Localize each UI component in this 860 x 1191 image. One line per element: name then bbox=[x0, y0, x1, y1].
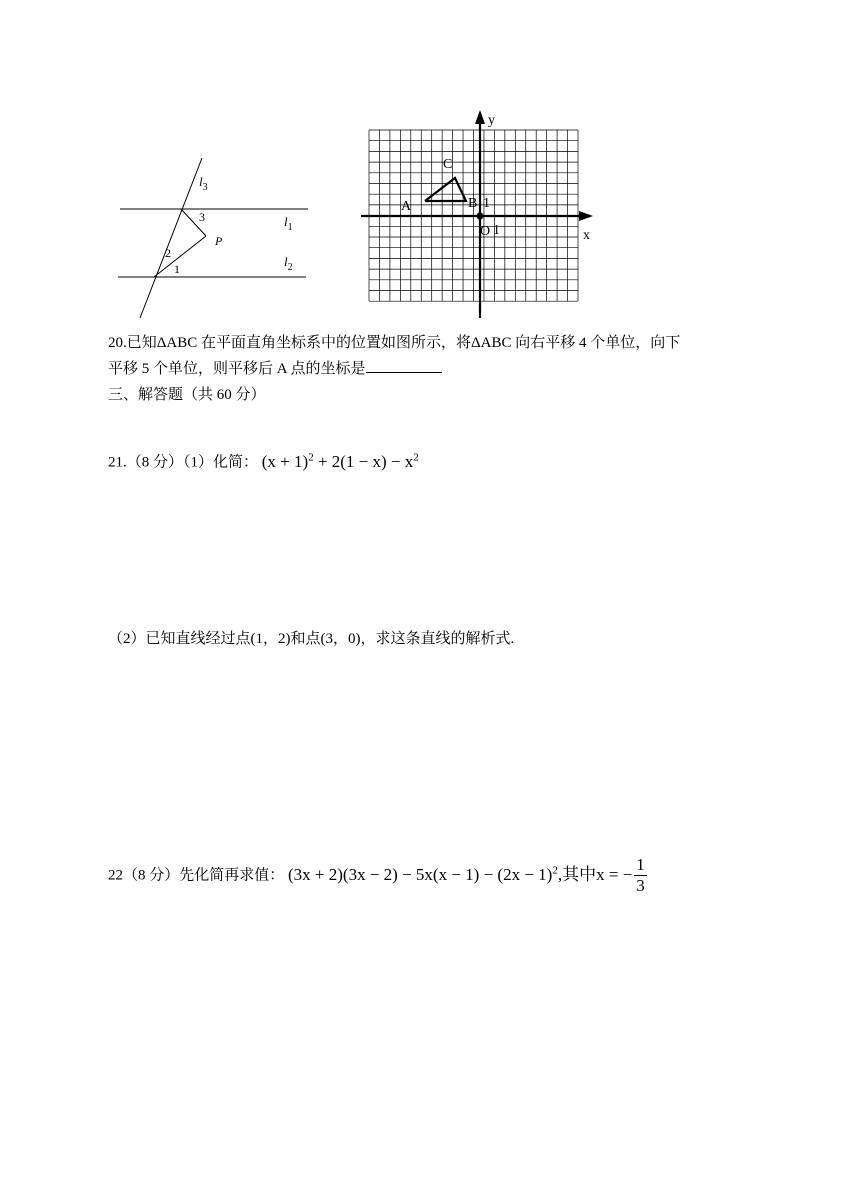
label-angle-3: 3 bbox=[199, 210, 205, 224]
label-a: A bbox=[401, 199, 412, 214]
question-22-expression: $(3x + 2)(3x - 2) - 5x(x - 1) - (2x - 1)^2$,其中x = − $\frac{1}{3}$ bbox=[288, 855, 645, 896]
label-point-p: P bbox=[215, 234, 223, 248]
label-l2: $l_2$ bbox=[284, 254, 293, 273]
y-axis-arrow bbox=[475, 110, 485, 124]
label-o: O bbox=[480, 224, 491, 239]
label-c: C bbox=[443, 157, 453, 172]
fraction-one-third: $\frac{1}{3}$ bbox=[636, 855, 645, 896]
label-tick-x: 1 bbox=[493, 223, 500, 238]
line-l3 bbox=[140, 158, 202, 318]
label-tick-y: 1 bbox=[483, 196, 490, 211]
question-22 bbox=[108, 848, 649, 898]
answer-blank[interactable] bbox=[366, 356, 442, 373]
question-21-expression: $(x + 1)^2 + 2(1 - x) - x^2$ bbox=[261, 451, 419, 471]
question-21-prefix: 21.（8 分）（1）化简： bbox=[108, 454, 259, 471]
question-21-part-2: （2）已知直线经过点(1，2)和点(3，0)，求这条直线的解析式. bbox=[108, 631, 515, 647]
question-20-line-1: 20.已知ΔABC 在平面直角坐标系中的位置如图所示，将ΔABC 向右平移 4 个单位，向下 bbox=[108, 335, 681, 351]
question-22-prefix: 22（8 分）先化简再求值： bbox=[108, 867, 285, 884]
triangle-abc bbox=[425, 178, 466, 201]
section-3-title: 三、解答题（共 60 分） bbox=[108, 387, 266, 403]
coordinate-grid-figure bbox=[355, 108, 605, 320]
question-21-part-1 bbox=[108, 444, 419, 476]
parallel-lines-figure bbox=[110, 150, 320, 325]
question-20-text: 平移 5 个单位，则平移后 A 点的坐标是 bbox=[108, 361, 366, 377]
label-angle-2: 2 bbox=[165, 246, 171, 260]
x-axis-arrow bbox=[579, 211, 593, 221]
label-x: x bbox=[583, 228, 590, 243]
label-b: B bbox=[468, 196, 478, 211]
label-l3: $l_3$ bbox=[199, 174, 208, 193]
question-20-line-2 bbox=[108, 356, 442, 382]
segment-to-p-bottom bbox=[154, 236, 206, 277]
label-y: y bbox=[488, 113, 495, 128]
origin-dot bbox=[477, 213, 484, 220]
label-angle-1: 1 bbox=[174, 262, 180, 276]
label-l1: $l_1$ bbox=[284, 214, 293, 233]
